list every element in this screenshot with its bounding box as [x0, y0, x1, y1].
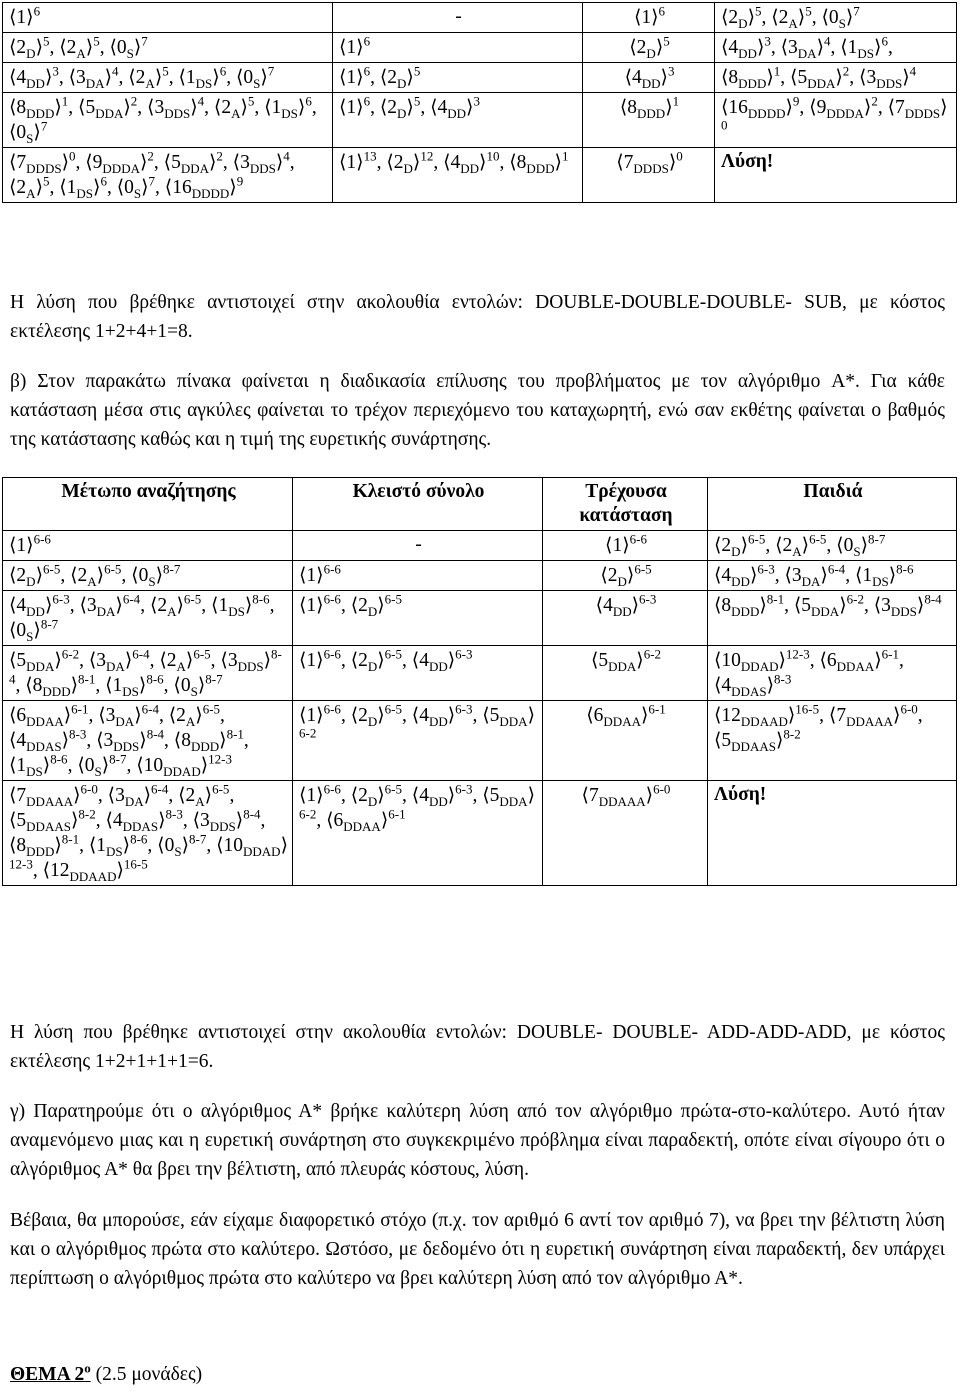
state-token: $⟨8_{DDD}⟩^1$ [9, 93, 69, 121]
table-cell: - [293, 531, 543, 561]
state-token: $⟨5_{DDAAS}⟩^{8-2}$ [714, 726, 801, 754]
state-token: $⟨0_S⟩^{8-7}$ [157, 831, 207, 859]
state-token: $⟨5_{DDA}⟩^2$ [790, 63, 850, 91]
table-cell: ⟨1⟩$^{6-6}$, $⟨2_D⟩^{6-5}$, $⟨4_{DD}⟩^{6-3}$, $⟨5_{DDA}⟩^{6-2}$, $⟨6_{DDAA}⟩^{6-1}$ [293, 781, 543, 886]
state-token: $⟨0_S⟩^7$ [109, 33, 148, 61]
table-cell: $⟨6_{DDAA}⟩^{6-1}$, $⟨3_{DA}⟩^{6-4}$, $⟨2_A⟩^{6-5}$, $⟨4_{DDAS}⟩^{8-3}$, $⟨3_{DDS}⟩^{8-4}$, $⟨8_{DDD}⟩^{8-1}$, $⟨1_{DS}⟩^{8-6}$, $⟨0_S⟩^{8-7}$, $⟨10_{DDAD}⟩^{12-3}$ [3, 701, 293, 781]
state-token: $⟨4_{DD}⟩^{6-3}$ [411, 646, 473, 674]
state-token: $⟨4_{DD}⟩^3$ [624, 63, 675, 91]
state-token: $⟨2_A⟩^{6-5}$ [149, 591, 202, 619]
table-astar [2, 477, 957, 886]
table-cell: $⟨8_{DDD}⟩^1$, $⟨5_{DDA}⟩^2$, $⟨3_{DDS}⟩^4$ [715, 63, 957, 93]
remark-paragraph: Βέβαια, θα μπορούσε, εάν είχαμε διαφορετικό στόχο (π.χ. τον αριθμό 6 αντί τον αριθμό 7), να βρει την βέλτιστη λύση και ο αλγόριθμος πρώτα στο καλύτερο. Ωστόσο, με δεδομένο ότι η ευρετική συνάρτηση είναι παραδεκτή, δεν υπάρχει περίπτωση ο αλγόριθμος πρώτα στο καλύτερο να βρει καλύτερη λύση από τον αλγόριθμο Α*. [10, 1210, 945, 1289]
comparison-paragraph: γ) Παρατηρούμε ότι ο αλγόριθμος Α* βρήκε καλύτερη λύση από τον αλγόριθμο πρώτα-στο-καλύτερο. Αυτό ήταν αναμενόμενο μιας και η ευρετική συνάρτηση στο συγκεκριμένο πρόβλημα είναι παραδεκτή, οπότε είναι σίγουρο ότι ο αλγόριθμος Α* θα βρει την βέλτιστη, από πλευράς κόστους, λύση. [10, 1101, 945, 1180]
state-token: $⟨5_{DDAAS}⟩^{8-2}$ [9, 806, 96, 834]
table-cell [3, 531, 293, 561]
header-children: Παιδιά [708, 478, 957, 531]
state-token: $⟨3_{DA}⟩^{6-4}$ [98, 701, 159, 729]
state-token: $⟨4_{DDAS}⟩^{8-3}$ [105, 806, 183, 834]
state-token: $⟨3_{DA}⟩^{6-4}$ [784, 561, 846, 589]
table-cell: $⟨4_{DD}⟩^{6-3}$, $⟨3_{DA}⟩^{6-4}$, $⟨1_{DS}⟩^{8-6}$ [708, 561, 957, 591]
table-cell: $⟨4_{DD}⟩^3$, $⟨3_{DA}⟩^4$, $⟨2_A⟩^5$, $⟨1_{DS}⟩^6$, $⟨0_S⟩^7$ [3, 63, 333, 93]
table-cell [543, 591, 708, 646]
table-cell: ⟨1⟩$^{6-6}$, $⟨2_D⟩^{6-5}$, $⟨4_{DD}⟩^{6-3}$ [293, 646, 543, 701]
state-token: $⟨10_{DDAD}⟩^{12-3}$ [714, 646, 810, 674]
state-token: $⟨6_{DDAA}⟩^{6-1}$ [326, 806, 406, 834]
state-token: $⟨6_{DDAA}⟩^{6-1}$ [819, 646, 899, 674]
state-token: ⟨1⟩$^{6-6}$ [9, 531, 51, 556]
table-header-row [3, 478, 957, 531]
state-token: $⟨4_{DD}⟩^{6-3}$ [714, 561, 775, 589]
state-token: $⟨1_{DS}⟩^6$ [840, 33, 888, 61]
state-token: $⟨1_{DS}⟩^6$ [264, 93, 312, 121]
state-token: $⟨3_{DDS}⟩^4$ [147, 93, 205, 121]
table-cell [543, 701, 708, 781]
table-cell: $⟨4_{DD}⟩^{6-3}$, $⟨3_{DA}⟩^{6-4}$, $⟨2_A⟩^{6-5}$, $⟨1_{DS}⟩^{8-6}$, $⟨0_S⟩^{8-7}$ [3, 591, 293, 646]
state-token: $⟨2_D⟩^{6-5}$ [350, 646, 403, 674]
state-token: $⟨16_{DDDD}⟩^9$ [721, 93, 800, 121]
state-token: $⟨2_D⟩^5$ [379, 93, 421, 121]
state-token: ⟨1⟩$^6$ [339, 93, 371, 118]
state-token: $⟨7_{DDAAA}⟩^{6-0}$ [581, 781, 671, 809]
table-cell: $⟨2_D⟩^5$, $⟨2_A⟩^5$, $⟨0_S⟩^7$ [3, 33, 333, 63]
state-token: $⟨2_A⟩^{6-5}$ [159, 646, 211, 674]
state-token: $⟨7_{DDDS}⟩^0$ [721, 96, 948, 133]
state-token: ⟨1⟩$^6$ [339, 33, 371, 58]
state-token: $⟨12_{DDAAD}⟩^{16-5}$ [42, 856, 148, 884]
state-token: $⟨12_{DDAAD}⟩^{16-5}$ [714, 701, 820, 729]
state-token: ⟨1⟩$^6$ [9, 3, 41, 28]
table-row [3, 93, 957, 148]
table-cell: $⟨12_{DDAAD}⟩^{16-5}$, $⟨7_{DDAAA}⟩^{6-0}$, $⟨5_{DDAAS}⟩^{8-2}$ [708, 701, 957, 781]
table-cell: Λύση! [715, 148, 957, 203]
table-cell [333, 33, 583, 63]
state-token: $⟨0_S⟩^{8-7}$ [9, 616, 59, 644]
table-cell [293, 561, 543, 591]
table-cell: $⟨4_{DD}⟩^3$, $⟨3_{DA}⟩^4$, $⟨1_{DS}⟩^6$, [715, 33, 957, 63]
state-token: $⟨7_{DDAAA}⟩^{6-0}$ [9, 781, 98, 809]
state-token: $⟨0_S⟩^{8-7}$ [131, 561, 181, 589]
table-cell: $⟨16_{DDDD}⟩^9$, $⟨9_{DDDA}⟩^2$, $⟨7_{DDDS}⟩^0$ [715, 93, 957, 148]
state-token: $⟨2_D⟩^{6-5}$ [350, 701, 403, 729]
state-token: $⟨5_{DDA}⟩^2$ [163, 148, 223, 176]
state-token: $⟨4_{DD}⟩^3$ [721, 33, 771, 61]
state-token: $⟨8_{DDD}⟩^1$ [721, 63, 781, 91]
state-token: ⟨1⟩$^{13}$ [339, 148, 377, 173]
state-token: $⟨0_S⟩^7$ [9, 118, 48, 146]
state-token: $⟨2_A⟩^5$ [771, 3, 812, 31]
state-token: $⟨2_D⟩^{6-5}$ [350, 591, 403, 619]
table-cell [543, 561, 708, 591]
table-row [3, 531, 957, 561]
table-cell: $⟨7_{DDDS}⟩^0$, $⟨9_{DDDA}⟩^2$, $⟨5_{DDA}⟩^2$, $⟨3_{DDS}⟩^4$, $⟨2_A⟩^5$, $⟨1_{DS}⟩^6$, $⟨0_S⟩^7$, $⟨16_{DDDD}⟩^9$ [3, 148, 333, 203]
state-token: $⟨1_{DS}⟩^{8-6}$ [854, 561, 914, 589]
state-token: $⟨4_{DD}⟩^{6-3}$ [595, 591, 657, 619]
state-token: $⟨5_{DDA}⟩^{6-2}$ [299, 704, 535, 741]
table-cell: $⟨10_{DDAD}⟩^{12-3}$, $⟨6_{DDAA}⟩^{6-1}$, $⟨4_{DDAS}⟩^{8-3}$ [708, 646, 957, 701]
state-token: $⟨9_{DDDA}⟩^2$ [809, 93, 878, 121]
state-token: $⟨6_{DDAA}⟩^{6-1}$ [9, 701, 89, 729]
state-token: $⟨4_{DDAS}⟩^{8-3}$ [714, 671, 792, 699]
state-token: $⟨3_{DA}⟩^{6-4}$ [88, 646, 150, 674]
table-cell: Λύση! [708, 781, 957, 886]
table-cell: ⟨1⟩$^6$, $⟨2_D⟩^5$, $⟨4_{DD}⟩^3$ [333, 93, 583, 148]
table-cell [583, 148, 715, 203]
state-token: $⟨2_A⟩^5$ [128, 63, 169, 91]
state-token: $⟨4_{DD}⟩^{6-3}$ [411, 781, 473, 809]
state-token: $⟨7_{DDDS}⟩^0$ [616, 148, 683, 176]
state-token: $⟨2_A⟩^{6-5}$ [168, 701, 221, 729]
state-token: $⟨3_{DDS}⟩^{8-4}$ [873, 591, 942, 619]
section-heading [10, 1360, 203, 1386]
table-row [3, 63, 957, 93]
state-token: $⟨4_{DD}⟩^3$ [430, 93, 480, 121]
solution-paragraph-1: Η λύση που βρέθηκε αντιστοιχεί στην ακολουθία εντολών: DOUBLE-DOUBLE-DOUBLE- SUB, με κόστος εκτέλεσης 1+2+4+1=8. [10, 292, 945, 342]
state-token: $⟨16_{DDDD}⟩^9$ [164, 173, 244, 201]
state-token: $⟨3_{DDS}⟩^4$ [859, 63, 917, 91]
table-cell: $⟨5_{DDA}⟩^{6-2}$, $⟨3_{DA}⟩^{6-4}$, $⟨2_A⟩^{6-5}$, $⟨3_{DDS}⟩^{8-4}$, $⟨8_{DDD}⟩^{8-1}$, $⟨1_{DS}⟩^{8-6}$, $⟨0_S⟩^{8-7}$ [3, 646, 293, 701]
state-token: $⟨0_S⟩^{8-7}$ [836, 531, 886, 559]
state-token: $⟨3_{DA}⟩^{6-4}$ [79, 591, 141, 619]
state-token: $⟨2_D⟩^{6-5}$ [600, 561, 652, 589]
state-token: $⟨4_{DD}⟩^{6-3}$ [9, 591, 70, 619]
state-token: $⟨2_A⟩^{6-5}$ [70, 561, 122, 589]
state-token: $⟨0_S⟩^{8-7}$ [173, 671, 223, 699]
table-row [3, 701, 957, 781]
table-cell: $⟨2_D⟩^5$, $⟨2_A⟩^5$, $⟨0_S⟩^7$ [715, 3, 957, 33]
table-cell: ⟨1⟩$^{13}$, $⟨2_D⟩^{12}$, $⟨4_{DD}⟩^{10}$, $⟨8_{DDD}⟩^1$ [333, 148, 583, 203]
state-token: $⟨4_{DD}⟩^{10}$ [443, 148, 500, 176]
state-token: $⟨8_{DDD}⟩^{8-1}$ [9, 831, 80, 859]
state-token: ⟨1⟩$^{6-6}$ [605, 531, 647, 556]
solution-paragraph-2: Η λύση που βρέθηκε αντιστοιχεί στην ακολουθία εντολών: DOUBLE- DOUBLE- ADD-ADD-ADD, με κόστος εκτέλεσης 1+2+1+1+1=6. [10, 1022, 945, 1072]
state-token: $⟨1_{DS}⟩^{8-6}$ [9, 751, 68, 779]
table-cell [543, 531, 708, 561]
table-cell: ⟨1⟩$^{6-6}$, $⟨2_D⟩^{6-5}$, $⟨4_{DD}⟩^{6-3}$, $⟨5_{DDA}⟩^{6-2}$ [293, 701, 543, 781]
state-token: $⟨0_S⟩^7$ [116, 173, 156, 201]
state-token: $⟨10_{DDAD}⟩^{12-3}$ [136, 751, 232, 779]
state-token: $⟨3_{DDS}⟩^4$ [232, 148, 290, 176]
table-row [3, 646, 957, 701]
table-cell: $⟨2_D⟩^{6-5}$, $⟨2_A⟩^{6-5}$, $⟨0_S⟩^{8-7}$ [708, 531, 957, 561]
state-token: $⟨1_{DS}⟩^{8-6}$ [88, 831, 148, 859]
header-frontier: Μέτωπο αναζήτησης [3, 478, 293, 531]
state-token: $⟨2_A⟩^5$ [213, 93, 255, 121]
state-token: $⟨3_{DA}⟩^4$ [780, 33, 831, 61]
table-cell: $⟨7_{DDAAA}⟩^{6-0}$, $⟨3_{DA}⟩^{6-4}$, $⟨2_A⟩^{6-5}$, $⟨5_{DDAAS}⟩^{8-2}$, $⟨4_{DDAS}⟩^{8-3}$, $⟨3_{DDS}⟩^{8-4}$, $⟨8_{DDD}⟩^{8-1}$, $⟨1_{DS}⟩^{8-6}$, $⟨0_S⟩^{8-7}$, $⟨10_{DDAD}⟩^{12-3}$, $⟨12_{DDAAD}⟩^{16-5}$ [3, 781, 293, 886]
state-token: $⟨2_A⟩^5$ [59, 33, 100, 61]
state-token: $⟨0_S⟩^7$ [821, 3, 860, 31]
state-token: $⟨3_{DDS}⟩^{8-4}$ [96, 726, 165, 754]
state-token: $⟨10_{DDAD}⟩^{12-3}$ [9, 834, 288, 872]
state-token: ⟨1⟩$^{6-6}$ [299, 591, 341, 616]
table-cell: - [333, 3, 583, 33]
state-token: $⟨6_{DDAA}⟩^{6-1}$ [586, 701, 666, 729]
state-token: $⟨8_{DDD}⟩^1$ [619, 93, 680, 121]
state-token: $⟨4_{DDAS}⟩^{8-3}$ [9, 726, 87, 754]
state-token: $⟨5_{DDA}⟩^{6-2}$ [9, 646, 80, 674]
state-token: $⟨0_S⟩^{8-7}$ [77, 751, 127, 779]
astar-intro-paragraph: β) Στον παρακάτω πίνακα φαίνεται η διαδικασία επίλυσης του προβλήματος με τον αλγόριθμο A*. Για κάθε κατάσταση μέσα στις αγκύλες φαίνεται το τρέχον περιεχόμενο του καταχωρητή, ενώ σαν εκθέτης φαίνεται ο βαθμός της κατάστασης καθώς και η τιμή της ευρετικής συνάρτησης. [10, 371, 945, 450]
state-token: $⟨5_{DDA}⟩^{6-2}$ [299, 784, 535, 822]
state-token: $⟨2_D⟩^{12}$ [386, 148, 434, 176]
state-token: $⟨1_{DS}⟩^{8-6}$ [105, 671, 164, 699]
state-token: $⟨2_D⟩^5$ [379, 63, 421, 91]
state-token: $⟨2_D⟩^5$ [629, 33, 670, 61]
state-token: $⟨1_{DS}⟩^{8-6}$ [211, 591, 270, 619]
state-token: $⟨8_{DDD}⟩^{8-1}$ [173, 726, 244, 754]
state-token: $⟨3_{DA}⟩^{6-4}$ [107, 781, 169, 809]
table-cell [583, 3, 715, 33]
state-token: $⟨1_{DS}⟩^6$ [178, 63, 227, 91]
state-token: $⟨2_D⟩^5$ [9, 33, 50, 61]
state-token: $⟨7_{DDAAA}⟩^{6-0}$ [828, 701, 918, 729]
state-token: $⟨9_{DDDA}⟩^2$ [85, 148, 154, 176]
table-cell [583, 63, 715, 93]
state-token: $⟨4_{DD}⟩^3$ [9, 63, 59, 91]
table-cell: ⟨1⟩$^6$, $⟨2_D⟩^5$ [333, 63, 583, 93]
table-cell: ⟨1⟩$^{6-6}$, $⟨2_D⟩^{6-5}$ [293, 591, 543, 646]
state-token: $⟨2_D⟩^5$ [721, 3, 762, 31]
state-token: $⟨4_{DD}⟩^{6-3}$ [411, 701, 473, 729]
state-token: ⟨1⟩$^{6-6}$ [299, 646, 341, 671]
table-cell: $⟨8_{DDD}⟩^1$, $⟨5_{DDA}⟩^2$, $⟨3_{DDS}⟩^4$, $⟨2_A⟩^5$, $⟨1_{DS}⟩^6$, $⟨0_S⟩^7$ [3, 93, 333, 148]
state-token: $⟨5_{DDA}⟩^2$ [78, 93, 138, 121]
table-row [3, 591, 957, 646]
table-row [3, 33, 957, 63]
state-token: $⟨5_{DDA}⟩^{6-2}$ [793, 591, 864, 619]
table-row [3, 148, 957, 203]
table-cell [3, 3, 333, 33]
state-token: $⟨2_A⟩^5$ [9, 173, 50, 201]
table-row [3, 561, 957, 591]
section-title: ΘΕΜΑ $2^o$ [10, 1360, 91, 1385]
state-token: $⟨7_{DDDS}⟩^0$ [9, 148, 76, 176]
state-token: $⟨2_D⟩^{6-5}$ [350, 781, 403, 809]
state-token: $⟨3_{DDS}⟩^{8-4}$ [9, 646, 282, 687]
state-token: ⟨1⟩$^6$ [633, 3, 666, 28]
table-cell [543, 646, 708, 701]
state-token: $⟨8_{DDD}⟩^{8-1}$ [714, 591, 785, 619]
state-token: $⟨0_S⟩^7$ [235, 63, 275, 91]
state-token: $⟨2_A⟩^{6-5}$ [178, 781, 230, 809]
state-token: ⟨1⟩$^{6-6}$ [299, 561, 341, 586]
table-cell [583, 93, 715, 148]
section-points: (2.5 μονάδες) [90, 1364, 203, 1385]
table-cell [583, 33, 715, 63]
header-current-state: Τρέχουσα κατάσταση [543, 478, 708, 531]
state-token: $⟨2_D⟩^{6-5}$ [9, 561, 61, 589]
state-token: $⟨1_{DS}⟩^6$ [59, 173, 107, 201]
state-token: ⟨1⟩$^{6-6}$ [299, 701, 341, 726]
table-cell [543, 781, 708, 886]
state-token: $⟨8_{DDD}⟩^1$ [509, 148, 569, 176]
table-cell: $⟨8_{DDD}⟩^{8-1}$, $⟨5_{DDA}⟩^{6-2}$, $⟨3_{DDS}⟩^{8-4}$ [708, 591, 957, 646]
state-token: ⟨1⟩$^{6-6}$ [299, 781, 341, 806]
state-token: $⟨2_D⟩^{6-5}$ [714, 531, 766, 559]
header-closed-set: Κλειστό σύνολο [293, 478, 543, 531]
state-token: $⟨5_{DDA}⟩^{6-2}$ [590, 646, 662, 674]
state-token: $⟨3_{DDS}⟩^{8-4}$ [192, 806, 261, 834]
table-row [3, 3, 957, 33]
state-token: $⟨8_{DDD}⟩^{8-1}$ [25, 671, 96, 699]
table-cell: $⟨2_D⟩^{6-5}$, $⟨2_A⟩^{6-5}$, $⟨0_S⟩^{8-7}$ [3, 561, 293, 591]
state-token: $⟨2_A⟩^{6-5}$ [775, 531, 827, 559]
state-token: ⟨1⟩$^6$ [339, 63, 371, 88]
state-token: $⟨3_{DA}⟩^4$ [68, 63, 119, 91]
table-row [3, 781, 957, 886]
table-best-first [2, 2, 957, 203]
